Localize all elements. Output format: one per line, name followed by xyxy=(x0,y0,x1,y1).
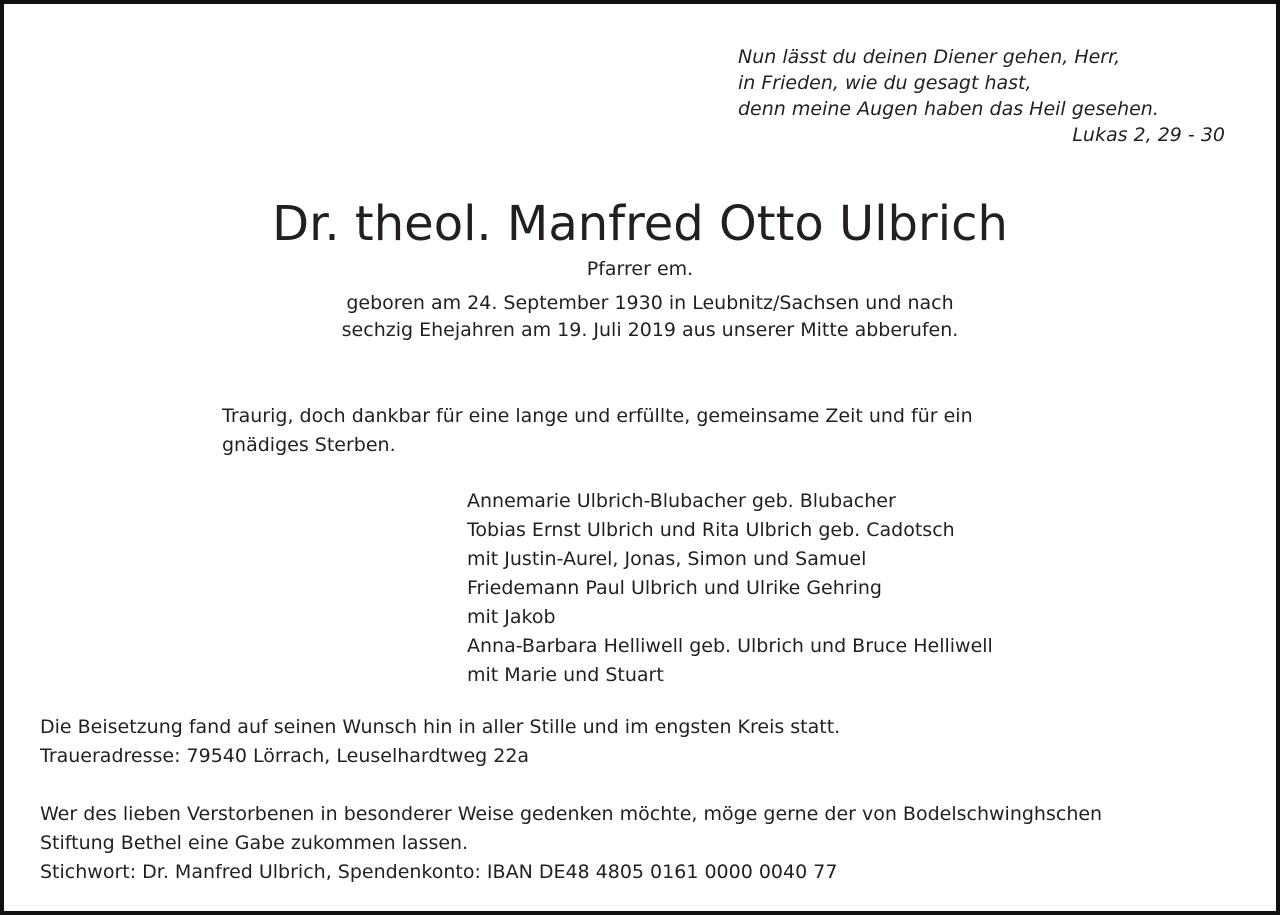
donation-line: Stiftung Bethel eine Gabe zukommen lassen. xyxy=(40,832,469,854)
verse-line: Nun lässt du deinen Diener gehen, Herr, xyxy=(738,46,1121,68)
closing-text xyxy=(222,402,973,460)
donation-account: Stichwort: Dr. Manfred Ulbrich, Spendenkonto: IBAN DE48 4805 0161 0000 0040 77 xyxy=(40,861,838,883)
donation-line: Wer des lieben Verstorbenen in besonderer Weise gedenken möchte, möge gerne der von Bodelschwinghschen xyxy=(40,803,1103,825)
closing-line: Traurig, doch dankbar für eine lange und erfüllte, gemeinsame Zeit und für ein xyxy=(222,405,973,427)
deceased-title: Pfarrer em. xyxy=(586,258,694,280)
bereaved-entry: mit Jakob xyxy=(467,606,556,628)
bereaved-entry: Annemarie Ulbrich-Blubacher geb. Blubacher xyxy=(467,490,896,512)
burial-info xyxy=(40,713,840,771)
bereaved-entry: Tobias Ernst Ulbrich und Rita Ulbrich geb. Cadotsch xyxy=(467,519,955,541)
closing-line: gnädiges Sterben. xyxy=(222,434,396,456)
verse-line: denn meine Augen haben das Heil gesehen. xyxy=(738,98,1159,120)
verse-line: in Frieden, wie du gesagt hast, xyxy=(738,72,1032,94)
bereaved-entry: Anna-Barbara Helliwell geb. Ulbrich und Bruce Helliwell xyxy=(467,635,993,657)
bereaved-list xyxy=(467,487,993,690)
life-dates-line: sechzig Ehejahren am 19. Juli 2019 aus unserer Mitte abberufen. xyxy=(341,319,959,341)
donation-info xyxy=(40,800,1102,887)
deceased-name: Dr. theol. Manfred Otto Ulbrich xyxy=(272,196,1008,252)
bereaved-entry: Friedemann Paul Ulbrich und Ulrike Gehring xyxy=(467,577,882,599)
mourning-address: Traueradresse: 79540 Lörrach, Leuselhardtweg 22a xyxy=(40,745,530,767)
bereaved-entry: mit Justin-Aurel, Jonas, Simon und Samuel xyxy=(467,548,867,570)
verse-reference: Lukas 2, 29 - 30 xyxy=(1072,124,1225,146)
life-dates xyxy=(0,290,1280,344)
burial-statement: Die Beisetzung fand auf seinen Wunsch hin in aller Stille und im engsten Kreis statt. xyxy=(40,716,841,738)
life-dates-line: geboren am 24. September 1930 in Leubnitz/Sachsen und nach xyxy=(346,292,954,314)
bible-verse xyxy=(738,44,1228,148)
bereaved-entry: mit Marie und Stuart xyxy=(467,664,664,686)
